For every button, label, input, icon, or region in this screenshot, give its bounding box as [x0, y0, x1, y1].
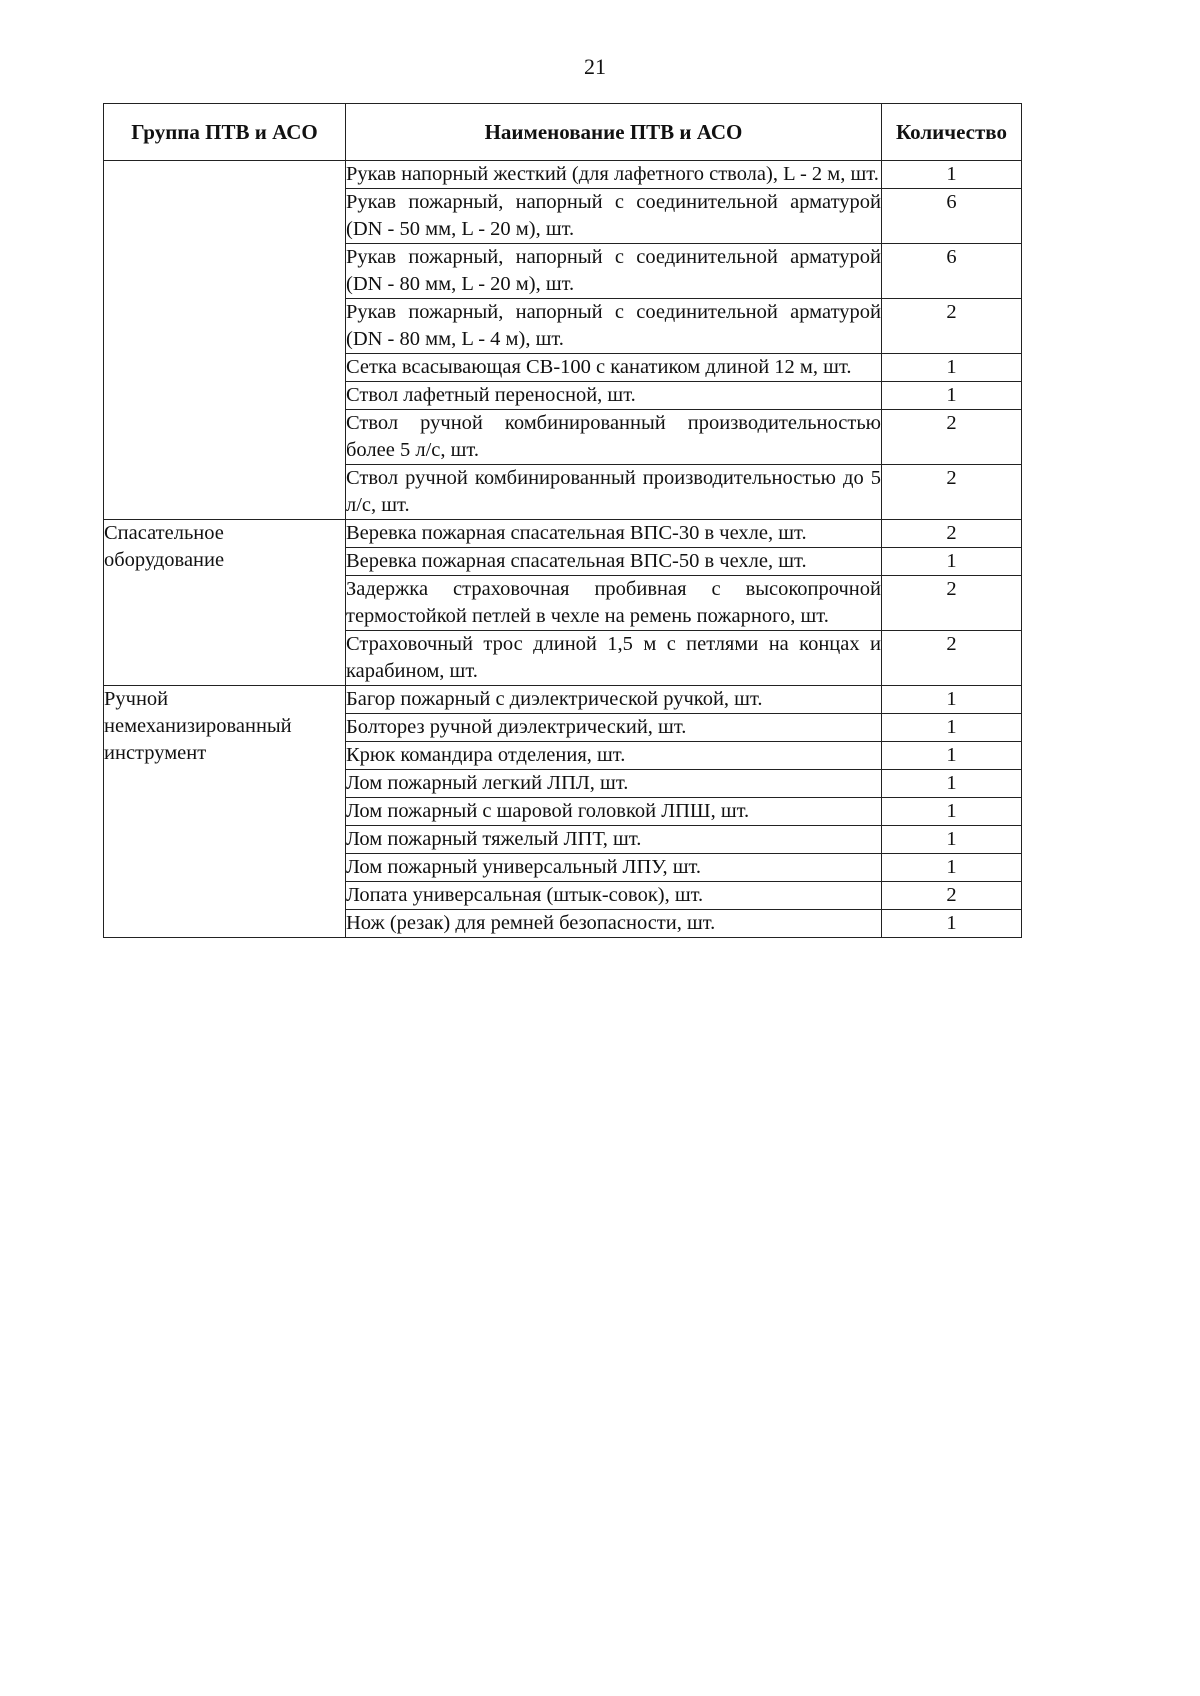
item-name: Ствол лафетный переносной, шт. — [346, 382, 882, 410]
table-body — [104, 161, 1022, 938]
table-row — [104, 161, 1022, 189]
item-quantity: 2 — [882, 576, 1022, 631]
item-quantity: 1 — [882, 826, 1022, 854]
item-quantity: 1 — [882, 910, 1022, 938]
item-name: Рукав пожарный, напорный с соединительной арматурой (DN - 80 мм, L - 20 м), шт. — [346, 244, 882, 299]
item-name: Лом пожарный с шаровой головкой ЛПШ, шт. — [346, 798, 882, 826]
item-quantity: 2 — [882, 631, 1022, 686]
item-name: Ствол ручной комбинированный производительностью до 5 л/с, шт. — [346, 465, 882, 520]
table-header — [104, 104, 1022, 161]
item-name: Сетка всасывающая СВ-100 с канатиком длиной 12 м, шт. — [346, 354, 882, 382]
item-name: Лом пожарный легкий ЛПЛ, шт. — [346, 770, 882, 798]
item-name: Нож (резак) для ремней безопасности, шт. — [346, 910, 882, 938]
item-quantity: 1 — [882, 548, 1022, 576]
equipment-table — [103, 103, 1022, 938]
header-quantity: Количество — [882, 104, 1022, 161]
item-quantity: 1 — [882, 382, 1022, 410]
item-name: Багор пожарный с диэлектрической ручкой, шт. — [346, 686, 882, 714]
table-row — [104, 520, 1022, 548]
item-quantity: 1 — [882, 714, 1022, 742]
item-quantity: 2 — [882, 882, 1022, 910]
item-name: Рукав напорный жесткий (для лафетного ствола), L - 2 м, шт. — [346, 161, 882, 189]
header-group: Группа ПТВ и АСО — [104, 104, 346, 161]
table-row — [104, 686, 1022, 714]
group-label: Ручной немеханизированный инструмент — [104, 686, 346, 938]
item-name: Лом пожарный универсальный ЛПУ, шт. — [346, 854, 882, 882]
page-number: 21 — [584, 54, 606, 79]
item-quantity: 1 — [882, 770, 1022, 798]
header-row — [104, 104, 1022, 161]
item-quantity: 2 — [882, 299, 1022, 354]
item-name: Рукав пожарный, напорный с соединительной арматурой (DN - 50 мм, L - 20 м), шт. — [346, 189, 882, 244]
item-quantity: 6 — [882, 189, 1022, 244]
item-quantity: 1 — [882, 354, 1022, 382]
item-quantity: 1 — [882, 742, 1022, 770]
item-quantity: 2 — [882, 410, 1022, 465]
item-quantity: 2 — [882, 465, 1022, 520]
header-name: Наименование ПТВ и АСО — [346, 104, 882, 161]
item-name: Страховочный трос длиной 1,5 м с петлями на концах и карабином, шт. — [346, 631, 882, 686]
item-quantity: 2 — [882, 520, 1022, 548]
item-name: Лом пожарный тяжелый ЛПТ, шт. — [346, 826, 882, 854]
item-name: Веревка пожарная спасательная ВПС-30 в чехле, шт. — [346, 520, 882, 548]
item-name: Лопата универсальная (штык-совок), шт. — [346, 882, 882, 910]
group-label — [104, 161, 346, 520]
item-quantity: 6 — [882, 244, 1022, 299]
item-quantity: 1 — [882, 161, 1022, 189]
group-label: Спасательное оборудование — [104, 520, 346, 686]
item-quantity: 1 — [882, 686, 1022, 714]
item-quantity: 1 — [882, 798, 1022, 826]
item-name: Крюк командира отделения, шт. — [346, 742, 882, 770]
item-name: Ствол ручной комбинированный производительностью более 5 л/с, шт. — [346, 410, 882, 465]
item-name: Веревка пожарная спасательная ВПС-50 в чехле, шт. — [346, 548, 882, 576]
item-quantity: 1 — [882, 854, 1022, 882]
item-name: Болторез ручной диэлектрический, шт. — [346, 714, 882, 742]
item-name: Рукав пожарный, напорный с соединительной арматурой (DN - 80 мм, L - 4 м), шт. — [346, 299, 882, 354]
item-name: Задержка страховочная пробивная с высокопрочной термостойкой петлей в чехле на ремень пожарного, шт. — [346, 576, 882, 631]
